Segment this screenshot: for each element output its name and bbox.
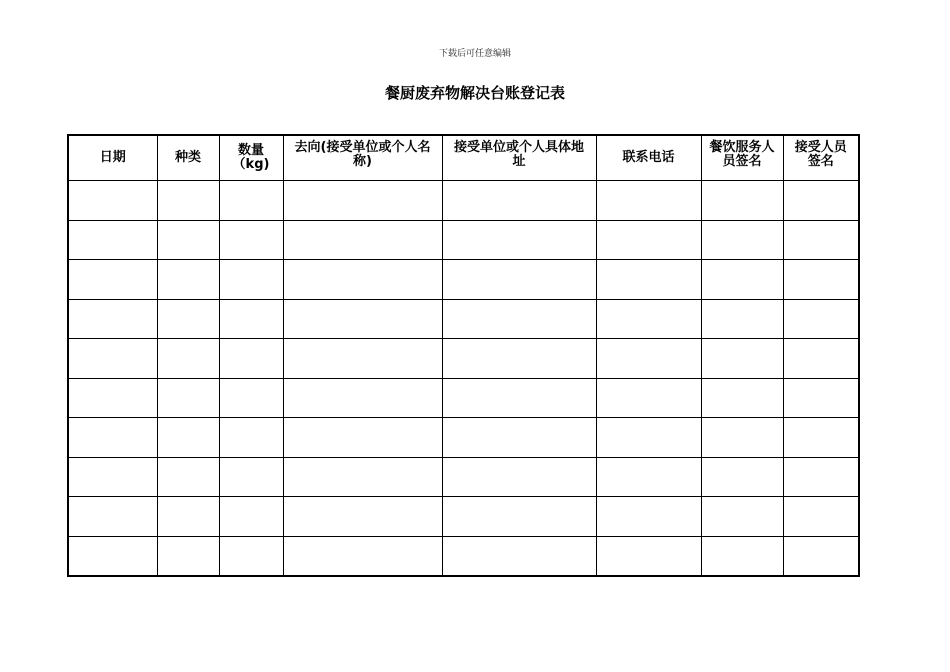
table-cell bbox=[596, 378, 701, 418]
table-cell bbox=[701, 378, 783, 418]
table-cell bbox=[68, 260, 157, 300]
table-cell bbox=[596, 418, 701, 458]
table-cell bbox=[157, 181, 219, 221]
table-cell bbox=[701, 299, 783, 339]
table-cell bbox=[157, 497, 219, 537]
table-cell bbox=[157, 260, 219, 300]
table-cell bbox=[701, 457, 783, 497]
table-cell bbox=[783, 181, 859, 221]
table-cell bbox=[783, 457, 859, 497]
page-title: 餐厨废弃物解决台账登记表 bbox=[384, 84, 565, 102]
table-cell bbox=[701, 339, 783, 379]
table-cell bbox=[157, 536, 219, 576]
header-note: 下载后可任意编辑 bbox=[438, 49, 511, 59]
table-cell bbox=[783, 536, 859, 576]
table-cell bbox=[219, 181, 283, 221]
table-row bbox=[68, 220, 859, 260]
table-cell bbox=[68, 497, 157, 537]
table-cell bbox=[701, 260, 783, 300]
table-cell bbox=[283, 497, 442, 537]
table-cell bbox=[442, 536, 596, 576]
table-cell bbox=[783, 220, 859, 260]
table-row bbox=[68, 339, 859, 379]
table-cell bbox=[596, 497, 701, 537]
table-cell bbox=[596, 260, 701, 300]
table-cell bbox=[219, 536, 283, 576]
table-cell bbox=[283, 220, 442, 260]
table-cell bbox=[283, 299, 442, 339]
table-cell bbox=[783, 497, 859, 537]
column-header-type: 种类 bbox=[157, 135, 219, 181]
table-cell bbox=[596, 536, 701, 576]
table-cell bbox=[283, 378, 442, 418]
table-cell bbox=[701, 181, 783, 221]
table-row bbox=[68, 497, 859, 537]
table-cell bbox=[442, 260, 596, 300]
table-row bbox=[68, 299, 859, 339]
table-cell bbox=[283, 181, 442, 221]
table-cell bbox=[442, 181, 596, 221]
table-cell bbox=[157, 378, 219, 418]
column-header-phone: 联系电话 bbox=[596, 135, 701, 181]
table-cell bbox=[783, 339, 859, 379]
table-cell bbox=[442, 418, 596, 458]
column-header-staff-signature: 餐饮服务人员签名 bbox=[701, 135, 783, 181]
column-header-date: 日期 bbox=[68, 135, 157, 181]
header-row bbox=[68, 135, 859, 181]
table-row bbox=[68, 181, 859, 221]
table-cell bbox=[157, 418, 219, 458]
table-cell bbox=[219, 299, 283, 339]
table-cell bbox=[68, 536, 157, 576]
table-cell bbox=[701, 497, 783, 537]
column-header-receiver-signature: 接受人员签名 bbox=[783, 135, 859, 181]
table-cell bbox=[68, 457, 157, 497]
table-cell bbox=[701, 220, 783, 260]
table-cell bbox=[442, 378, 596, 418]
table-cell bbox=[283, 418, 442, 458]
table-cell bbox=[68, 299, 157, 339]
table-cell bbox=[219, 497, 283, 537]
table-cell bbox=[68, 339, 157, 379]
table-cell bbox=[596, 181, 701, 221]
table-cell bbox=[783, 378, 859, 418]
table-cell bbox=[157, 220, 219, 260]
table-cell bbox=[442, 220, 596, 260]
table-cell bbox=[783, 260, 859, 300]
table-cell bbox=[68, 378, 157, 418]
table-cell bbox=[283, 339, 442, 379]
table-cell bbox=[219, 378, 283, 418]
table-cell bbox=[442, 339, 596, 379]
table-cell bbox=[442, 457, 596, 497]
table-cell bbox=[68, 181, 157, 221]
table-cell bbox=[283, 457, 442, 497]
table-row bbox=[68, 260, 859, 300]
table-cell bbox=[157, 339, 219, 379]
table-cell bbox=[442, 299, 596, 339]
table-cell bbox=[442, 497, 596, 537]
table-cell bbox=[219, 418, 283, 458]
table-cell bbox=[283, 536, 442, 576]
table-cell bbox=[596, 220, 701, 260]
column-header-address: 接受单位或个人具体地址 bbox=[442, 135, 596, 181]
table-cell bbox=[701, 418, 783, 458]
table-cell bbox=[157, 299, 219, 339]
table-cell bbox=[219, 339, 283, 379]
table-cell bbox=[783, 299, 859, 339]
table-cell bbox=[219, 220, 283, 260]
table-cell bbox=[157, 457, 219, 497]
table-cell bbox=[219, 457, 283, 497]
table-cell bbox=[596, 339, 701, 379]
table-row bbox=[68, 536, 859, 576]
column-header-quantity: 数量（kg) bbox=[219, 135, 283, 181]
table-cell bbox=[783, 418, 859, 458]
table-cell bbox=[596, 299, 701, 339]
table-cell bbox=[68, 220, 157, 260]
table-cell bbox=[68, 418, 157, 458]
ledger-table bbox=[67, 134, 860, 577]
table-row bbox=[68, 418, 859, 458]
table-cell bbox=[701, 536, 783, 576]
table-row bbox=[68, 457, 859, 497]
column-header-destination: 去向(接受单位或个人名称) bbox=[283, 135, 442, 181]
table-cell bbox=[283, 260, 442, 300]
table-cell bbox=[596, 457, 701, 497]
table-cell bbox=[219, 260, 283, 300]
table-row bbox=[68, 378, 859, 418]
